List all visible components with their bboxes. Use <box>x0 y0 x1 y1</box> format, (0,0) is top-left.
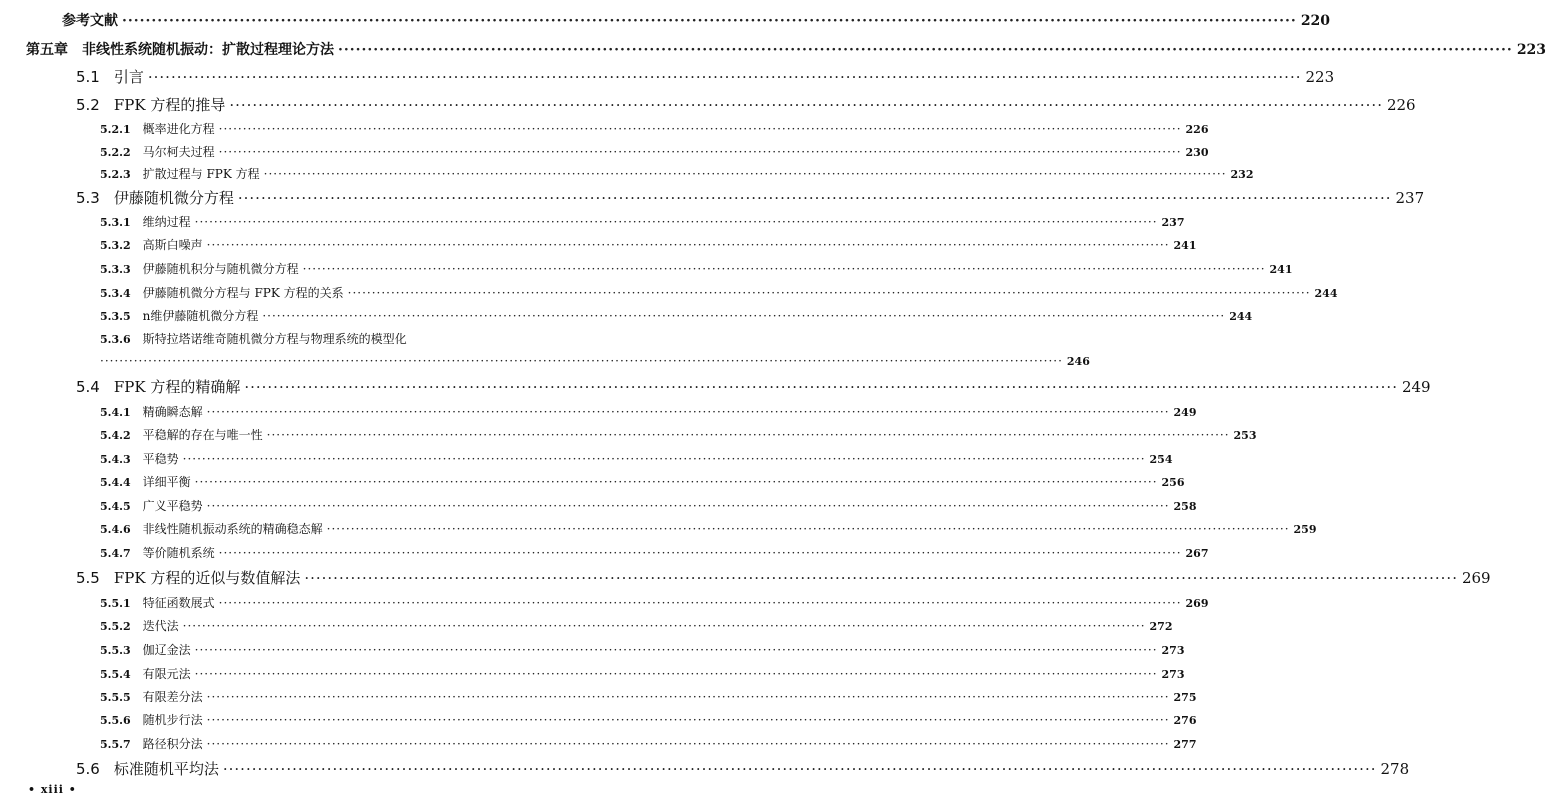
toc-entry-number: 5.4.2 <box>100 429 131 442</box>
toc-entry-number: 5.6 <box>76 760 100 778</box>
toc-entry-number: 5.2.3 <box>100 168 131 181</box>
toc-entry <box>100 617 1173 637</box>
toc-entry <box>100 641 1185 661</box>
toc-entry-number: 5.2.2 <box>100 146 131 159</box>
toc-entry <box>100 143 1209 163</box>
toc-entry <box>100 665 1185 685</box>
toc-entry <box>76 187 1425 207</box>
dot-leader: ········································································································································································································ <box>122 13 1297 29</box>
toc-entry-title: 平稳势 <box>142 452 179 466</box>
toc-entry-page: 249 <box>1173 406 1197 419</box>
dot-leader: ········································································································································································································ <box>206 238 1170 252</box>
dot-leader: ········································································································································································································ <box>206 737 1170 751</box>
toc-entry-title: FPK 方程的推导 <box>113 96 226 114</box>
toc-entry <box>100 688 1197 708</box>
toc-entry-title: 伽辽金法 <box>142 643 191 657</box>
toc-entry-references <box>62 10 1331 30</box>
toc-entry-page: 246 <box>1066 355 1090 368</box>
toc-entry <box>100 260 1293 280</box>
dot-leader: ········································································································································································································ <box>218 145 1182 159</box>
toc-entry-title: 精确瞬态解 <box>142 405 203 419</box>
toc-entry-title: 等价随机系统 <box>142 546 215 560</box>
toc-entry-title: 伊藤随机微分方程 <box>113 189 234 207</box>
toc-entry-page: 244 <box>1314 287 1338 300</box>
toc-entry-page: 220 <box>1300 13 1331 29</box>
toc-entry-page: 253 <box>1233 429 1257 442</box>
dot-leader: ········································································································································································································ <box>206 713 1170 727</box>
dot-leader: ········································································································································································································ <box>194 215 1158 229</box>
toc-entry-title: 扩散过程与 FPK 方程 <box>142 167 260 181</box>
toc-entry <box>100 497 1197 517</box>
toc-entry <box>76 376 1431 396</box>
dot-leader: ········································································································································································································ <box>206 499 1170 513</box>
dot-leader: ········································································································································································································ <box>194 667 1158 681</box>
toc-entry-number: 5.5.3 <box>100 644 131 657</box>
dot-leader: ········································································································································································································ <box>218 122 1182 136</box>
toc-entry-page: 258 <box>1173 500 1197 513</box>
toc-entry-page: 275 <box>1173 691 1197 704</box>
toc-entry-number: 5.5.7 <box>100 738 131 751</box>
toc-entry-title: 参考文献 <box>62 13 118 29</box>
toc-entry-page: 273 <box>1161 644 1185 657</box>
dot-leader: ········································································································································································································ <box>262 309 1226 323</box>
toc-entry-page: 241 <box>1269 263 1293 276</box>
toc-entry-page: 277 <box>1173 738 1197 751</box>
toc-entry <box>100 473 1185 493</box>
toc-entry-title: 概率进化方程 <box>142 122 215 136</box>
toc-entry-title: 广义平稳势 <box>142 499 203 513</box>
toc-entry-title: 伊藤随机微分方程与 FPK 方程的关系 <box>142 286 344 300</box>
toc-entry <box>100 403 1197 423</box>
toc-entry <box>100 594 1209 614</box>
toc-entry-title: 随机步行法 <box>142 713 203 727</box>
toc-entry-title: 非线性系统随机振动：扩散过程理论方法 <box>82 42 334 58</box>
toc-entry-page: 269 <box>1461 569 1491 587</box>
toc-entry-number: 5.3.5 <box>100 310 131 323</box>
toc-entry-page: 276 <box>1173 714 1197 727</box>
toc-entry <box>76 94 1416 114</box>
toc-entry-number: 5.3 <box>76 189 100 207</box>
toc-entry-page: 226 <box>1386 96 1416 114</box>
toc-entry-title: 马尔柯夫过程 <box>142 145 215 159</box>
toc-entry-title: 非线性随机振动系统的精确稳态解 <box>142 522 323 536</box>
toc-entry <box>100 165 1254 185</box>
toc-entry <box>100 120 1209 140</box>
toc-entry-number: 5.3.2 <box>100 239 131 252</box>
toc-entry-page: 244 <box>1229 310 1253 323</box>
dot-leader: ········································································································································································································ <box>222 760 1377 778</box>
dot-leader: ········································································································································································································ <box>218 546 1182 560</box>
toc-entry-number: 5.4.4 <box>100 476 131 489</box>
toc-entry-number: 5.4 <box>76 378 100 396</box>
toc-entry-page: 223 <box>1305 68 1335 86</box>
dot-leader: ········································································································································································································ <box>206 405 1170 419</box>
toc-entry-continuation <box>100 354 1090 374</box>
toc-entry-title: FPK 方程的精确解 <box>113 378 241 396</box>
toc-entry <box>100 520 1317 540</box>
dot-leader: ········································································································································································································ <box>304 569 1458 587</box>
toc-entry-title: FPK 方程的近似与数值解法 <box>113 569 301 587</box>
toc-entry-title: 路径积分法 <box>142 737 203 751</box>
dot-leader: ········································································································································································································ <box>194 643 1158 657</box>
toc-entry-page: 249 <box>1401 378 1431 396</box>
toc-entry <box>100 213 1185 233</box>
dot-leader: ········································································································································································································ <box>326 522 1290 536</box>
toc-entry-number: 5.5.2 <box>100 620 131 633</box>
dot-leader: ········································································································································································································ <box>218 596 1182 610</box>
toc-entry-page: 237 <box>1161 216 1185 229</box>
toc-entry <box>100 330 569 350</box>
toc-entry-page: 269 <box>1185 597 1209 610</box>
toc-entry-title: 迭代法 <box>142 619 179 633</box>
toc-entry-number: 5.5 <box>76 569 100 587</box>
page-footer: • xiii • <box>28 783 77 796</box>
toc-entry-number: 5.5.4 <box>100 668 131 681</box>
toc-entry <box>100 426 1257 446</box>
toc-entry-title: 特征函数展式 <box>142 596 215 610</box>
dot-leader: ········································································································································································································ <box>182 452 1146 466</box>
toc-entry-page: 241 <box>1173 239 1197 252</box>
toc-entry-page: 267 <box>1185 547 1209 560</box>
toc-entry-number: 5.5.6 <box>100 714 131 727</box>
toc-entry-number: 5.4.7 <box>100 547 131 560</box>
dot-leader: ········································································································································································································ <box>237 189 1392 207</box>
toc-entry-number: 5.2 <box>76 96 100 114</box>
toc-entry-title: 标准随机平均法 <box>113 760 219 778</box>
toc-entry-number: 5.4.1 <box>100 406 131 419</box>
toc-entry-number: 5.3.1 <box>100 216 131 229</box>
toc-entry <box>100 307 1253 327</box>
dot-leader: ········································································································································································································ <box>263 167 1227 181</box>
toc-entry-number: 第五章 <box>26 42 68 58</box>
toc-entry <box>100 544 1209 564</box>
toc-entry-page: 256 <box>1161 476 1185 489</box>
toc-entry-title: 有限元法 <box>142 667 191 681</box>
toc-entry-title: 维纳过程 <box>142 215 191 229</box>
toc-entry-title: 引言 <box>113 68 144 86</box>
dot-leader: ········································································································································································································ <box>244 378 1398 396</box>
toc-entry <box>100 236 1197 256</box>
toc-entry-number: 5.4.5 <box>100 500 131 513</box>
toc-entry <box>100 284 1338 304</box>
dot-leader: ········································································································································································································ <box>338 42 1513 58</box>
toc-entry-page: 237 <box>1395 189 1425 207</box>
toc-entry-title: 高斯白噪声 <box>142 238 203 252</box>
toc-entry-number: 5.5.5 <box>100 691 131 704</box>
toc-entry-page: 232 <box>1230 168 1254 181</box>
dot-leader: ········································································································································································································ <box>347 286 1311 300</box>
toc-entry-title: 伊藤随机积分与随机微分方程 <box>142 262 299 276</box>
dot-leader: ········································································································································································································ <box>206 690 1170 704</box>
dot-leader: ········································································································································································································ <box>302 262 1266 276</box>
toc-entry-page: 278 <box>1380 760 1410 778</box>
toc-entry-number: 5.3.4 <box>100 287 131 300</box>
toc-entry <box>76 758 1410 778</box>
toc-entry-number: 5.2.1 <box>100 123 131 136</box>
toc-entry-page: 223 <box>1516 42 1546 58</box>
dot-leader: ········································································································································································································ <box>182 619 1146 633</box>
toc-entry-title: 平稳解的存在与唯一性 <box>142 428 263 442</box>
toc-entry-title: n维伊藤随机微分方程 <box>142 309 259 323</box>
dot-leader: ········································································································································································································ <box>194 475 1158 489</box>
toc-entry-title: 详细平衡 <box>142 475 191 489</box>
toc-entry <box>100 711 1197 731</box>
toc-entry <box>76 66 1335 86</box>
toc-entry <box>100 735 1197 755</box>
toc-entry-page: 259 <box>1293 523 1317 536</box>
toc-entry-page: 230 <box>1185 146 1209 159</box>
toc-entry <box>100 450 1173 470</box>
toc-entry-page: 254 <box>1149 453 1173 466</box>
toc-entry-number: 5.3.6 <box>100 333 131 346</box>
toc-entry-number: 5.4.6 <box>100 523 131 536</box>
dot-leader: ········································································································································································································ <box>147 68 1302 86</box>
dot-leader: ········································································································································································································ <box>229 96 1383 114</box>
toc-entry-page: 273 <box>1161 668 1185 681</box>
toc-entry-number: 5.1 <box>76 68 100 86</box>
toc-entry <box>76 567 1491 587</box>
dot-leader: ········································································································································································································ <box>266 428 1230 442</box>
dot-leader: ········································································································································································································ <box>100 354 1063 368</box>
toc-entry-title: 斯特拉塔诺维奇随机微分方程与物理系统的模型化 <box>142 332 407 346</box>
toc-entry-title: 有限差分法 <box>142 690 203 704</box>
toc-entry-number: 5.5.1 <box>100 597 131 610</box>
toc-entry-number: 5.3.3 <box>100 263 131 276</box>
toc-entry-page: 226 <box>1185 123 1209 136</box>
toc-entry-chapter <box>26 39 1546 59</box>
toc-entry-number: 5.4.3 <box>100 453 131 466</box>
toc-entry-page: 272 <box>1149 620 1173 633</box>
